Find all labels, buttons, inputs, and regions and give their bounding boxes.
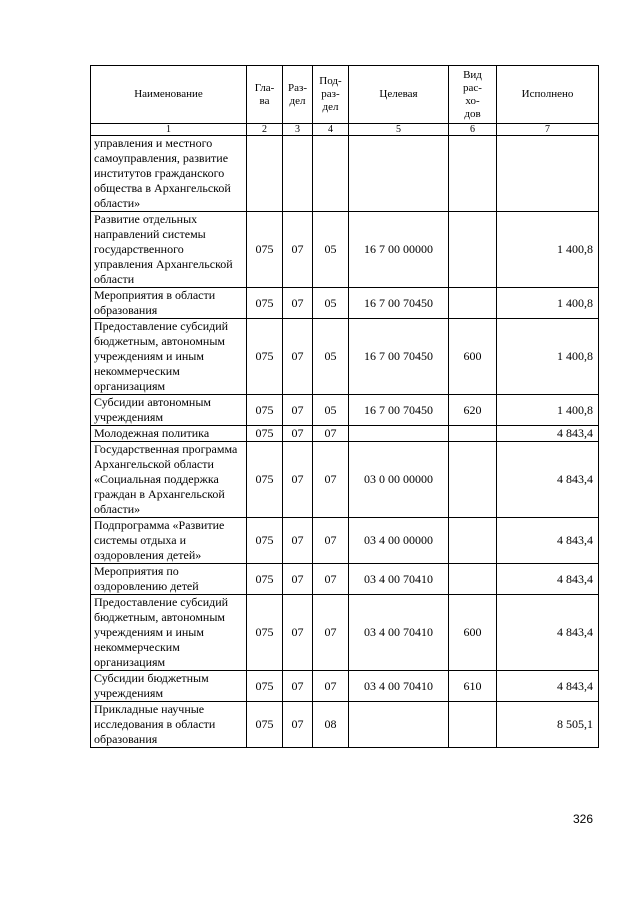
row-vid <box>449 288 497 319</box>
row-glava: 075 <box>247 518 283 564</box>
column-number: 5 <box>349 124 449 136</box>
column-number: 7 <box>497 124 599 136</box>
table-row <box>91 702 599 748</box>
header-razdel-text: Раз- дел <box>287 81 307 107</box>
row-target: 16 7 00 70450 <box>349 319 449 395</box>
row-amount: 8 505,1 <box>497 702 599 748</box>
row-name: Предоставление субсидий бюджетным, автономным учреждениям и иным некоммерческим организациям <box>91 319 247 395</box>
row-glava: 075 <box>247 426 283 442</box>
row-podrazdel <box>313 136 349 212</box>
table-row <box>91 518 599 564</box>
row-amount: 4 843,4 <box>497 426 599 442</box>
column-number: 3 <box>283 124 313 136</box>
row-razdel <box>283 136 313 212</box>
row-razdel: 07 <box>283 595 313 671</box>
page-number: 326 <box>572 812 593 826</box>
header-row <box>91 66 599 124</box>
row-vid <box>449 564 497 595</box>
row-glava: 075 <box>247 319 283 395</box>
row-target: 03 4 00 70410 <box>349 595 449 671</box>
table-row <box>91 671 599 702</box>
row-amount: 1 400,8 <box>497 319 599 395</box>
header-glava-text: Гла- ва <box>254 81 275 107</box>
row-name: Развитие отдельных направлений системы государственного управления Архангельской области <box>91 212 247 288</box>
row-podrazdel: 07 <box>313 671 349 702</box>
row-target <box>349 702 449 748</box>
row-vid: 600 <box>449 595 497 671</box>
row-podrazdel: 05 <box>313 319 349 395</box>
row-glava: 075 <box>247 564 283 595</box>
row-target: 16 7 00 70450 <box>349 288 449 319</box>
row-target: 03 4 00 70410 <box>349 564 449 595</box>
row-podrazdel: 07 <box>313 442 349 518</box>
row-target <box>349 136 449 212</box>
header-podrazdel-text: Под- раз- дел <box>319 75 342 113</box>
row-amount <box>497 136 599 212</box>
row-glava: 075 <box>247 212 283 288</box>
header-name-text: Наименование <box>134 88 203 100</box>
table-row <box>91 564 599 595</box>
row-razdel: 07 <box>283 426 313 442</box>
row-name: Молодежная политика <box>91 426 247 442</box>
column-number: 2 <box>247 124 283 136</box>
row-glava: 075 <box>247 395 283 426</box>
row-amount: 1 400,8 <box>497 395 599 426</box>
row-name: Подпрограмма «Развитие системы отдыха и оздоровления детей» <box>91 518 247 564</box>
row-vid <box>449 136 497 212</box>
row-podrazdel: 05 <box>313 288 349 319</box>
row-vid <box>449 518 497 564</box>
row-glava <box>247 136 283 212</box>
row-name: Мероприятия в области образования <box>91 288 247 319</box>
row-amount: 4 843,4 <box>497 595 599 671</box>
header-podrazdel <box>313 66 349 124</box>
row-podrazdel: 07 <box>313 564 349 595</box>
row-amount: 4 843,4 <box>497 518 599 564</box>
row-razdel: 07 <box>283 702 313 748</box>
row-name: Государственная программа Архангельской области «Социальная поддержка граждан в Архангельской области» <box>91 442 247 518</box>
table-body <box>91 136 599 748</box>
row-target <box>349 426 449 442</box>
table-row <box>91 442 599 518</box>
row-vid <box>449 426 497 442</box>
row-podrazdel: 05 <box>313 395 349 426</box>
table-row <box>91 136 599 212</box>
row-razdel: 07 <box>283 395 313 426</box>
row-amount: 4 843,4 <box>497 442 599 518</box>
table-row <box>91 212 599 288</box>
row-amount: 1 400,8 <box>497 212 599 288</box>
row-target: 03 0 00 00000 <box>349 442 449 518</box>
row-vid: 610 <box>449 671 497 702</box>
row-amount: 4 843,4 <box>497 671 599 702</box>
row-vid <box>449 212 497 288</box>
header-target <box>349 66 449 124</box>
row-name: Прикладные научные исследования в области образования <box>91 702 247 748</box>
row-name: Мероприятия по оздоровлению детей <box>91 564 247 595</box>
budget-table <box>90 65 599 748</box>
header-vid-text: Вид рас- хо- дов <box>463 68 482 120</box>
row-podrazdel: 08 <box>313 702 349 748</box>
row-name: Субсидии бюджетным учреждениям <box>91 671 247 702</box>
row-razdel: 07 <box>283 518 313 564</box>
header-amount-text: Исполнено <box>521 88 574 100</box>
header-target-text: Целевая <box>379 88 418 100</box>
table-row <box>91 426 599 442</box>
row-razdel: 07 <box>283 319 313 395</box>
row-vid: 600 <box>449 319 497 395</box>
column-number: 6 <box>449 124 497 136</box>
row-glava: 075 <box>247 671 283 702</box>
row-podrazdel: 05 <box>313 212 349 288</box>
header-name <box>91 66 247 124</box>
row-name: управления и местного самоуправления, развитие институтов гражданского общества в Архангельской области» <box>91 136 247 212</box>
row-glava: 075 <box>247 702 283 748</box>
table-row <box>91 595 599 671</box>
row-vid <box>449 702 497 748</box>
column-number: 4 <box>313 124 349 136</box>
row-target: 16 7 00 70450 <box>349 395 449 426</box>
row-podrazdel: 07 <box>313 426 349 442</box>
row-amount: 4 843,4 <box>497 564 599 595</box>
row-razdel: 07 <box>283 442 313 518</box>
row-podrazdel: 07 <box>313 518 349 564</box>
row-name: Предоставление субсидий бюджетным, автономным учреждениям и иным некоммерческим организациям <box>91 595 247 671</box>
row-razdel: 07 <box>283 288 313 319</box>
column-number-row <box>91 124 599 136</box>
header-amount <box>497 66 599 124</box>
row-glava: 075 <box>247 595 283 671</box>
row-vid: 620 <box>449 395 497 426</box>
row-vid <box>449 442 497 518</box>
table-row <box>91 319 599 395</box>
row-target: 16 7 00 00000 <box>349 212 449 288</box>
row-glava: 075 <box>247 288 283 319</box>
row-glava: 075 <box>247 442 283 518</box>
row-amount: 1 400,8 <box>497 288 599 319</box>
row-target: 03 4 00 70410 <box>349 671 449 702</box>
row-podrazdel: 07 <box>313 595 349 671</box>
header-vid <box>449 66 497 124</box>
row-razdel: 07 <box>283 212 313 288</box>
table-row <box>91 395 599 426</box>
table-row <box>91 288 599 319</box>
column-number: 1 <box>91 124 247 136</box>
row-name: Субсидии автономным учреждениям <box>91 395 247 426</box>
header-glava <box>247 66 283 124</box>
row-target: 03 4 00 00000 <box>349 518 449 564</box>
header-razdel <box>283 66 313 124</box>
row-razdel: 07 <box>283 671 313 702</box>
row-razdel: 07 <box>283 564 313 595</box>
